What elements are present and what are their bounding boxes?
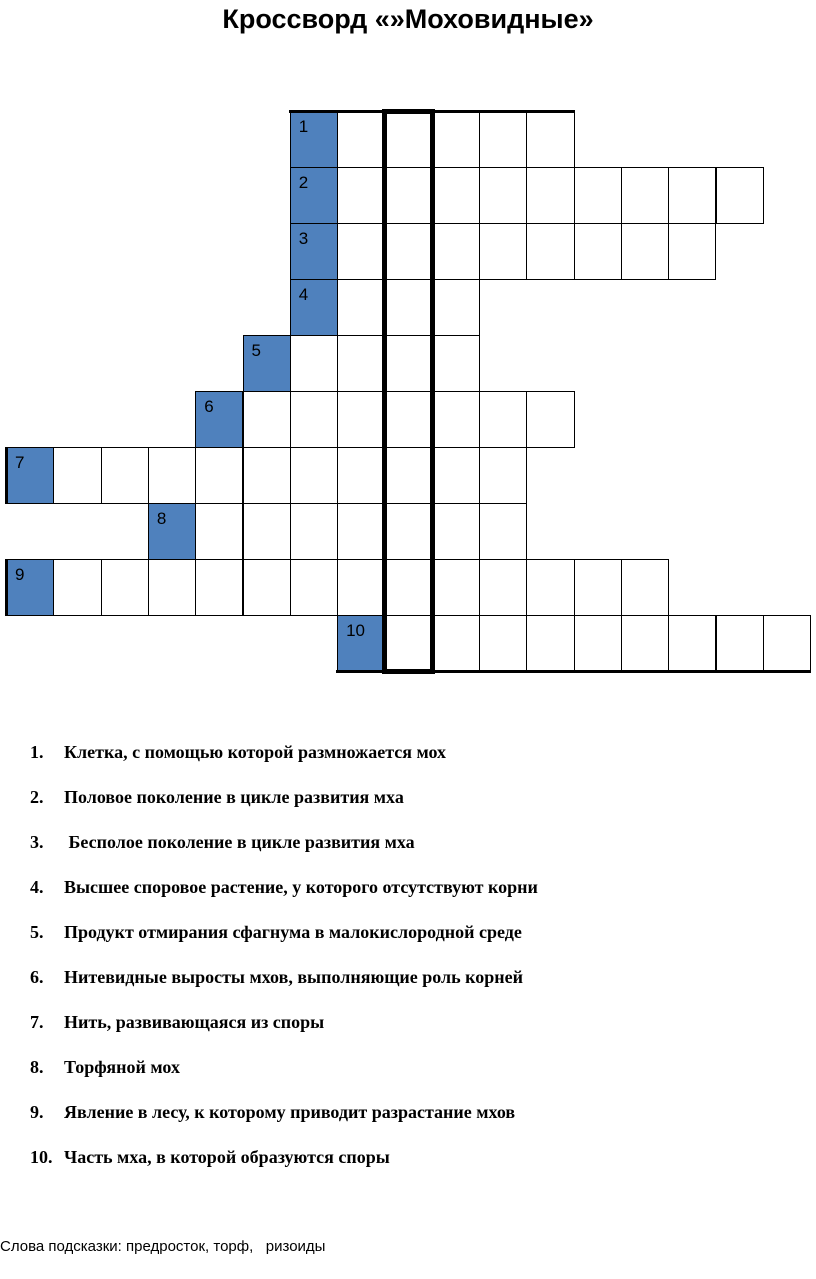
clue-number-cell: [290, 111, 338, 168]
clue-item: [30, 740, 790, 785]
crossword-cell[interactable]: [337, 447, 385, 504]
grid-edge: [5, 447, 8, 504]
clue-item-text: Продукт отмирания сфагнума в малокислородной среде: [64, 922, 522, 942]
crossword-cell[interactable]: [384, 279, 432, 336]
crossword-cell[interactable]: [526, 111, 574, 168]
clue-number-cell: [6, 559, 54, 616]
clue-number-cell: [195, 391, 243, 448]
clue-number: 10: [346, 621, 366, 640]
crossword-cell[interactable]: [337, 335, 385, 392]
crossword-cell[interactable]: [479, 559, 527, 616]
crossword-cell[interactable]: [384, 503, 432, 560]
clue-number-cell: [290, 223, 338, 280]
crossword-cell[interactable]: [337, 167, 385, 224]
clue-item-number: 4.: [30, 877, 44, 897]
crossword-cell[interactable]: [526, 391, 574, 448]
clue-number-cell: [243, 335, 291, 392]
clue-item-number: 3.: [30, 832, 44, 852]
crossword-cell[interactable]: [101, 559, 149, 616]
clue-item-number: 8.: [30, 1057, 44, 1077]
crossword-cell[interactable]: [337, 223, 385, 280]
clue-item-number: 7.: [30, 1012, 44, 1032]
grid-edge: [5, 559, 8, 616]
crossword-cell[interactable]: [337, 559, 385, 616]
crossword-cell[interactable]: [243, 559, 291, 616]
crossword-cell[interactable]: [621, 559, 669, 616]
keyword-column-border: [382, 109, 387, 674]
crossword-cell[interactable]: [574, 167, 622, 224]
crossword-cell[interactable]: [384, 111, 432, 168]
crossword-cell[interactable]: [148, 559, 196, 616]
clue-item: [30, 1010, 790, 1055]
grid-edge: [289, 110, 575, 113]
crossword-cell[interactable]: [384, 335, 432, 392]
crossword-cell[interactable]: [432, 615, 480, 672]
clue-item-number: 2.: [30, 787, 44, 807]
crossword-cell[interactable]: [574, 223, 622, 280]
clue-item-text: Бесполое поколение в цикле развития мха: [64, 832, 415, 852]
crossword-cell[interactable]: [526, 223, 574, 280]
clue-item-text: Часть мха, в которой образуются споры: [64, 1147, 390, 1167]
crossword-cell[interactable]: [195, 503, 243, 560]
crossword-cell[interactable]: [479, 223, 527, 280]
clue-item: [30, 1100, 790, 1145]
crossword-cell[interactable]: [243, 447, 291, 504]
clue-item-text: Половое поколение в цикле развития мха: [64, 787, 404, 807]
clue-item-text: Нить, развивающаяся из споры: [64, 1012, 325, 1032]
crossword-cell[interactable]: [432, 111, 480, 168]
crossword-cell[interactable]: [290, 503, 338, 560]
crossword-cell[interactable]: [526, 167, 574, 224]
clue-item-number: 1.: [30, 742, 44, 762]
clue-item: [30, 785, 790, 830]
clue-number: 8: [156, 509, 167, 528]
crossword-cell[interactable]: [384, 615, 432, 672]
page-title: Кроссворд «»Моховидные»: [222, 4, 594, 34]
clue-item: [30, 965, 790, 1010]
crossword-cell[interactable]: [668, 615, 716, 672]
crossword-cell[interactable]: [479, 111, 527, 168]
crossword-cell[interactable]: [432, 335, 480, 392]
crossword-cell[interactable]: [290, 447, 338, 504]
crossword-cell[interactable]: [101, 447, 149, 504]
clue-number-cell: [290, 167, 338, 224]
crossword-cell[interactable]: [479, 615, 527, 672]
clue-number: 4: [298, 285, 309, 304]
clue-item-text: Явление в лесу, к которому приводит разрастание мхов: [64, 1102, 516, 1122]
crossword-cell[interactable]: [384, 391, 432, 448]
crossword-cell[interactable]: [574, 559, 622, 616]
clue-item: [30, 830, 790, 875]
crossword-cell[interactable]: [337, 391, 385, 448]
clue-item-text: Высшее споровое растение, у которого отсутствуют корни: [64, 877, 538, 897]
crossword-cell[interactable]: [384, 447, 432, 504]
clue-number-cell: [290, 279, 338, 336]
clue-number-cell: [6, 447, 54, 504]
crossword-cell[interactable]: [243, 503, 291, 560]
crossword-cell[interactable]: [148, 447, 196, 504]
clue-number: 3: [298, 229, 309, 248]
crossword-cell[interactable]: [432, 279, 480, 336]
crossword-cell[interactable]: [432, 559, 480, 616]
clue-number: 2: [298, 173, 309, 192]
clue-item: [30, 1055, 790, 1100]
crossword-cell[interactable]: [668, 223, 716, 280]
crossword-cell[interactable]: [574, 615, 622, 672]
clue-number-cell: [337, 615, 385, 672]
crossword-cell[interactable]: [668, 167, 716, 224]
clue-number-cell: [148, 503, 196, 560]
clue-item: [30, 1145, 790, 1190]
crossword-cell[interactable]: [337, 279, 385, 336]
keyword-column-border: [430, 109, 435, 674]
clue-number: 6: [204, 397, 214, 416]
clue-item-text: Клетка, с помощью которой размножается мох: [64, 742, 447, 762]
crossword-cell[interactable]: [526, 615, 574, 672]
clue-list: [30, 740, 790, 1190]
crossword-cell[interactable]: [290, 391, 338, 448]
clue-item: [30, 875, 790, 920]
crossword-cell[interactable]: [432, 503, 480, 560]
crossword-cell[interactable]: [479, 503, 527, 560]
crossword-cell[interactable]: [384, 167, 432, 224]
crossword-cell[interactable]: [479, 167, 527, 224]
crossword-cell[interactable]: [290, 335, 338, 392]
crossword-cell[interactable]: [526, 559, 574, 616]
clue-item: [30, 920, 790, 965]
crossword-cell[interactable]: [384, 223, 432, 280]
crossword-cell[interactable]: [432, 391, 480, 448]
crossword-cell[interactable]: [243, 391, 291, 448]
crossword-cell[interactable]: [432, 167, 480, 224]
crossword-cell[interactable]: [432, 223, 480, 280]
clue-item-number: 9.: [30, 1102, 44, 1122]
crossword-cell[interactable]: [621, 167, 669, 224]
crossword-cell[interactable]: [195, 559, 243, 616]
clue-number: 9: [15, 565, 25, 584]
crossword-cell[interactable]: [337, 503, 385, 560]
crossword-cell[interactable]: [716, 615, 764, 672]
clue-number: 7: [15, 453, 25, 472]
clue-item-text: Нитевидные выросты мхов, выполняющие роль корней: [64, 967, 524, 987]
crossword-cell[interactable]: [479, 391, 527, 448]
crossword-cell[interactable]: [337, 111, 385, 168]
crossword-cell[interactable]: [621, 223, 669, 280]
clue-number: 5: [251, 341, 261, 360]
grid-edge: [336, 670, 811, 673]
crossword-cell[interactable]: [195, 447, 243, 504]
crossword-cell[interactable]: [384, 559, 432, 616]
clue-item-number: 10.: [30, 1147, 53, 1167]
hint-text: Слова подсказки: предросток, торф, ризоиды: [0, 1238, 326, 1255]
crossword-cell[interactable]: [763, 615, 811, 672]
crossword-cell[interactable]: [479, 447, 527, 504]
crossword-cell[interactable]: [53, 559, 101, 616]
clue-item-number: 5.: [30, 922, 44, 942]
crossword-cell[interactable]: [290, 559, 338, 616]
crossword-cell[interactable]: [432, 447, 480, 504]
clue-number: 1: [298, 117, 309, 136]
clue-item-number: 6.: [30, 967, 44, 987]
clue-item-text: Торфяной мох: [64, 1057, 180, 1077]
crossword-cell[interactable]: [621, 615, 669, 672]
crossword-cell[interactable]: [716, 167, 764, 224]
crossword-cell[interactable]: [53, 447, 101, 504]
